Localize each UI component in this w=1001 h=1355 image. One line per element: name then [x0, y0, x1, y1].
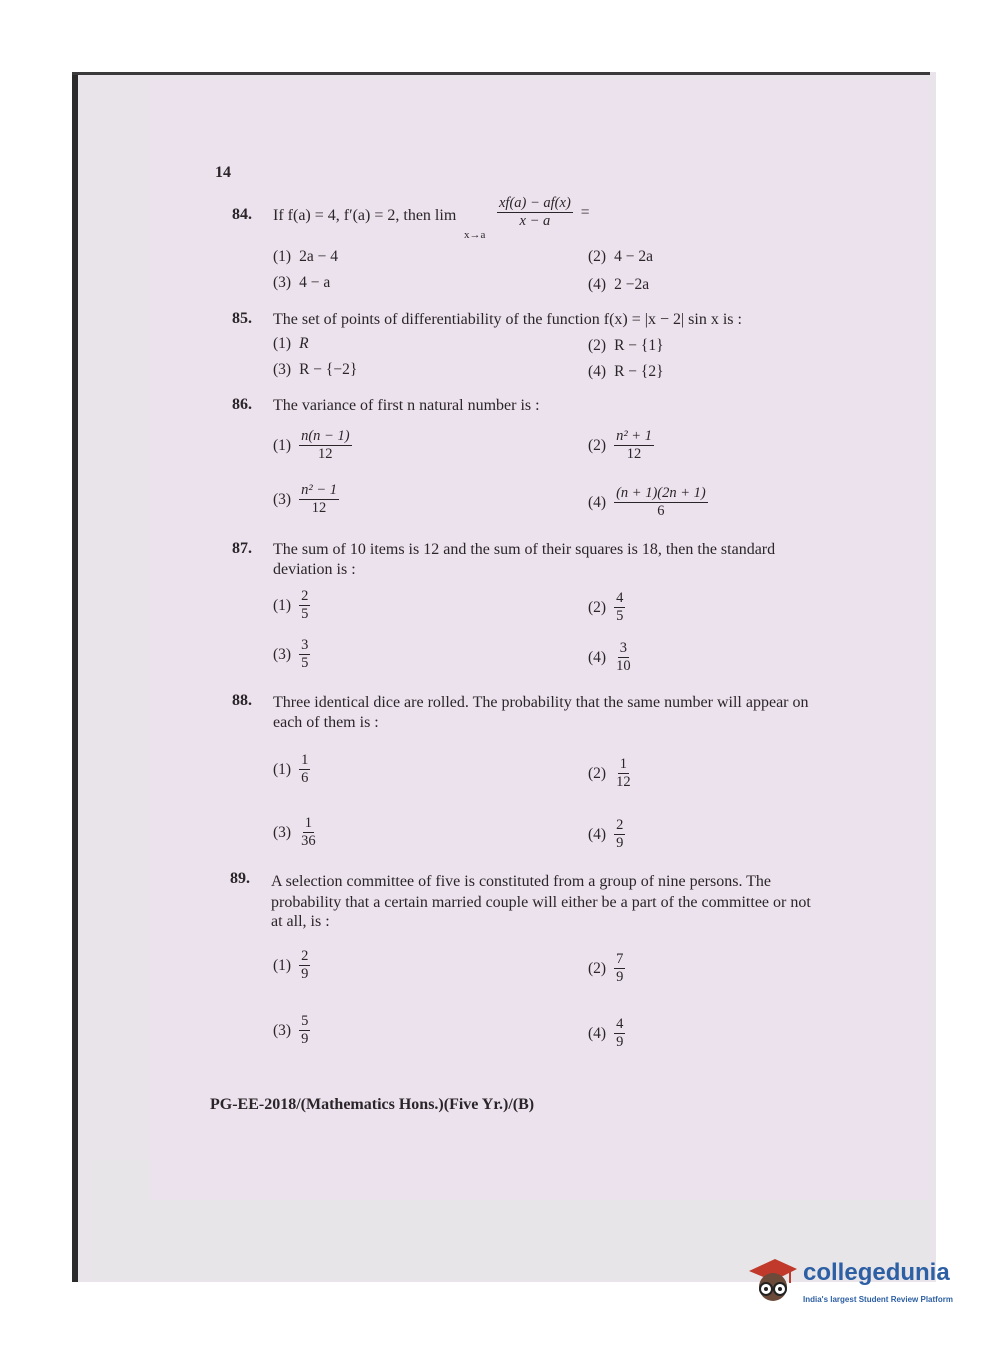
option-label: (2): [588, 764, 607, 782]
option-numerator: 1: [619, 756, 627, 772]
question-text-line: Three identical dice are rolled. The probability that the same number will appear on: [273, 694, 809, 711]
option-numerator: 2: [616, 817, 624, 833]
option[interactable]: [588, 756, 633, 791]
option[interactable]: [588, 640, 633, 675]
option[interactable]: [588, 248, 653, 266]
question-number: 85.: [232, 310, 252, 327]
option-label: (4): [588, 648, 607, 666]
question-number: 84.: [232, 206, 252, 223]
option-denominator: 12: [626, 446, 642, 462]
option-denominator: 9: [301, 1031, 309, 1047]
collegedunia-logo[interactable]: [745, 1253, 975, 1315]
option-numerator: n² + 1: [616, 428, 652, 444]
question-text-line: A selection committee of five is constituted from a group of nine persons. The: [271, 873, 772, 890]
option[interactable]: [273, 248, 338, 266]
option-text: 4 − a: [299, 274, 331, 291]
option[interactable]: [588, 485, 708, 520]
option[interactable]: [588, 428, 654, 463]
option[interactable]: [273, 752, 310, 787]
option[interactable]: [588, 817, 625, 852]
option-denominator: 5: [301, 606, 309, 622]
option-numerator: n(n − 1): [301, 428, 350, 444]
option[interactable]: [588, 276, 649, 294]
option-text: R: [299, 335, 309, 352]
question-number: 86.: [232, 396, 252, 413]
option-denominator: 12: [616, 774, 631, 790]
option-label: (1): [273, 248, 292, 265]
option[interactable]: [273, 361, 357, 379]
option-numerator: 4: [616, 1016, 624, 1032]
question-number: 87.: [232, 540, 252, 557]
equals-sign: =: [580, 203, 590, 221]
option-numerator: 7: [616, 951, 624, 967]
option-label: (4): [588, 1024, 607, 1042]
question-text-line: probability that a certain married couple will either be a part of the committee or not: [271, 894, 811, 911]
question-text: The variance of first n natural number is :: [273, 397, 540, 414]
exam-footer: PG-EE-2018/(Mathematics Hons.)(Five Yr.)/(B): [210, 1096, 535, 1113]
option-denominator: 9: [301, 966, 309, 982]
option-denominator: 12: [318, 446, 333, 462]
option-denominator: 36: [301, 833, 316, 849]
option-denominator: 12: [311, 500, 327, 516]
option-denominator: 5: [616, 608, 624, 624]
limit-fraction: [497, 195, 590, 230]
fraction-numerator: xf(a) − af(x): [499, 195, 571, 211]
option-label: (2): [588, 248, 607, 265]
option-numerator: 2: [301, 588, 309, 604]
option-label: (1): [273, 436, 292, 454]
option-numerator: 1: [301, 752, 309, 768]
option-numerator: 4: [616, 590, 624, 606]
option[interactable]: [588, 1016, 625, 1051]
option[interactable]: [273, 1013, 310, 1048]
question-text: The set of points of differentiability of the function f(x) = |x − 2| sin x is :: [273, 311, 742, 328]
exam-page: [150, 80, 930, 1200]
option[interactable]: [273, 335, 309, 353]
option-denominator: 9: [616, 969, 624, 985]
option-text: R − {−2}: [299, 361, 358, 378]
option-text: R − {1}: [614, 337, 664, 354]
option-denominator: 6: [301, 770, 309, 786]
page-number: 14: [215, 164, 231, 181]
option[interactable]: [273, 482, 339, 517]
option-label: (1): [273, 760, 292, 778]
option[interactable]: [588, 337, 664, 355]
question-text-line: deviation is :: [273, 561, 356, 578]
question-text-line: The sum of 10 items is 12 and the sum of their squares is 18, then the standard: [273, 541, 776, 558]
option-label: (4): [588, 276, 607, 293]
option-label: (3): [273, 490, 292, 508]
logo-brand-text: collegedunia: [803, 1259, 950, 1286]
option-text: 2 −2a: [614, 276, 650, 293]
option-text: 2a − 4: [299, 248, 338, 265]
option-numerator: n² − 1: [301, 482, 337, 498]
option-numerator: 2: [301, 948, 309, 964]
option-denominator: 9: [616, 1034, 624, 1050]
option-numerator: 5: [301, 1013, 309, 1029]
option[interactable]: [588, 590, 625, 625]
option-label: (2): [588, 337, 607, 354]
option-label: (2): [588, 959, 607, 977]
option-numerator: (n + 1)(2n + 1): [616, 485, 706, 501]
option[interactable]: [588, 363, 664, 381]
option-label: (1): [273, 335, 292, 352]
option[interactable]: [273, 428, 352, 463]
option-denominator: 6: [657, 503, 665, 519]
scan-top-edge: [72, 72, 930, 75]
question-text: If f(a) = 4, f′(a) = 2, then lim: [273, 207, 457, 224]
option[interactable]: [273, 588, 310, 623]
option-denominator: 5: [301, 655, 309, 671]
option-label: (3): [273, 1021, 292, 1039]
option-label: (4): [588, 825, 607, 843]
mascot-icon: [745, 1253, 801, 1309]
question-text-line: each of them is :: [273, 714, 379, 731]
option-text: R − {2}: [614, 363, 664, 380]
option[interactable]: [273, 948, 310, 983]
question-text-line: at all, is :: [271, 913, 330, 930]
option-label: (2): [588, 598, 607, 616]
question-number: 88.: [232, 692, 252, 709]
option-denominator: 10: [616, 658, 631, 674]
option-label: (3): [273, 823, 292, 841]
limit-subscript: x→a: [464, 229, 486, 241]
logo-tagline: India's largest Student Review Platform: [803, 1295, 953, 1304]
option-label: (1): [273, 596, 292, 614]
option-numerator: 3: [619, 640, 627, 656]
option-denominator: 9: [616, 835, 624, 851]
option[interactable]: [588, 951, 625, 986]
option[interactable]: [273, 637, 310, 672]
option-label: (3): [273, 645, 292, 663]
option-label: (3): [273, 274, 292, 291]
option[interactable]: [273, 274, 330, 292]
option-label: (1): [273, 956, 292, 974]
question-number: 89.: [230, 870, 250, 887]
option-label: (3): [273, 361, 292, 378]
option-label: (4): [588, 493, 607, 511]
option-numerator: 1: [304, 815, 312, 831]
fraction-denominator: x − a: [519, 213, 551, 229]
option-numerator: 3: [301, 637, 309, 653]
option-label: (2): [588, 436, 607, 454]
option-text: 4 − 2a: [614, 248, 653, 265]
option-label: (4): [588, 363, 607, 380]
option[interactable]: [273, 815, 318, 850]
